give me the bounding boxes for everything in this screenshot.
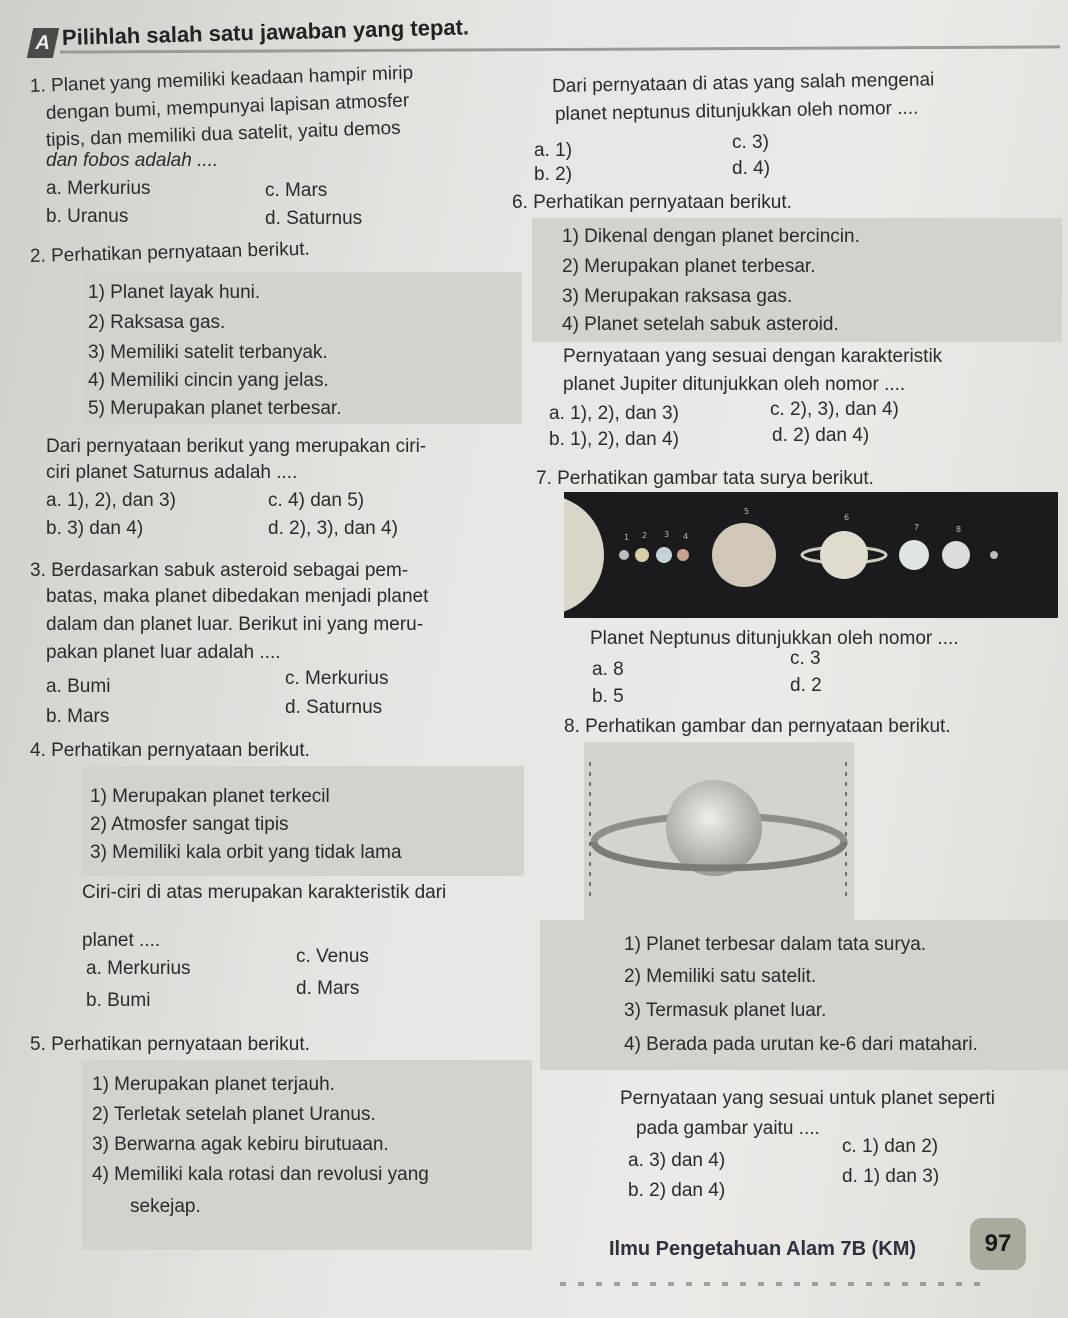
svg-text:2: 2 [642,531,648,540]
q6-intro: 6. Perhatikan pernyataan berikut. [512,192,792,213]
q6-option-b[interactable]: b. 1), 2), dan 4) [549,429,679,450]
q1-option-d[interactable]: d. Saturnus [265,208,363,229]
q6-option-c[interactable]: c. 2), 3), dan 4) [770,399,899,420]
q1-line-3: tipis, dan memiliki dua satelit, yaitu demos [45,117,401,151]
q4-intro: 4. Perhatikan pernyataan berikut. [30,740,310,761]
q2-question-1: Dari pernyataan berikut yang merupakan ciri- [46,436,427,457]
q8-option-d[interactable]: d. 1) dan 3) [842,1166,940,1187]
q3-line-3: dalam dan planet luar. Berikut ini yang meru- [46,614,424,635]
q2-statement-5: 5) Merupakan planet terbesar. [88,398,342,419]
q6-statement-2: 2) Merupakan planet terbesar. [562,256,816,277]
q2-statement-3: 3) Memiliki satelit terbanyak. [88,342,328,363]
q1-option-a[interactable]: a. Merkurius [46,178,151,199]
q1-line-4: dan fobos adalah .... [46,150,219,171]
q3-line-1: 3. Berdasarkan sabuk asteroid sebagai pem- [30,560,409,581]
q5-statement-2: 2) Terletak setelah planet Uranus. [92,1104,376,1125]
page-number: 97 [970,1218,1026,1270]
footer-decoration [560,1282,990,1286]
q3-option-d[interactable]: d. Saturnus [285,697,383,718]
q5-intro: 5. Perhatikan pernyataan berikut. [30,1034,310,1055]
svg-text:6: 6 [844,513,850,522]
q3-option-b[interactable]: b. Mars [46,706,110,727]
saturn-image [584,742,854,920]
svg-text:1: 1 [624,533,630,542]
svg-text:4: 4 [683,532,689,541]
q5-option-b[interactable]: b. 2) [534,164,573,185]
q7-intro: 7. Perhatikan gambar tata surya berikut. [536,468,874,489]
q8-option-b[interactable]: b. 2) dan 4) [628,1180,726,1201]
q5-question-2: planet neptunus ditunjukkan oleh nomor .... [554,97,919,125]
q5-option-c[interactable]: c. 3) [732,132,769,153]
q8-intro: 8. Perhatikan gambar dan pernyataan berikut. [564,716,951,737]
q6-option-d[interactable]: d. 2) dan 4) [772,425,870,446]
q8-statement-4: 4) Berada pada urutan ke-6 dari matahari. [624,1034,978,1055]
q3-line-2: batas, maka planet dibedakan menjadi planet [46,586,429,607]
q2-statement-4: 4) Memiliki cincin yang jelas. [88,370,329,391]
q2-option-a[interactable]: a. 1), 2), dan 3) [46,490,176,511]
solar-system-image [564,492,1058,618]
q4-option-c[interactable]: c. Venus [296,946,369,967]
q3-option-a[interactable]: a. Bumi [46,676,111,697]
svg-text:7: 7 [914,523,920,532]
pluto-icon [990,551,998,559]
q5-statement-4-cont: sekejap. [130,1196,201,1217]
q7-option-b[interactable]: b. 5 [592,686,624,707]
q8-option-c[interactable]: c. 1) dan 2) [842,1136,939,1157]
q7-question: Planet Neptunus ditunjukkan oleh nomor .... [590,628,959,649]
q6-option-a[interactable]: a. 1), 2), dan 3) [549,403,679,424]
q2-question-2: ciri planet Saturnus adalah .... [46,462,298,483]
q3-option-c[interactable]: c. Merkurius [285,668,389,689]
jupiter-icon [712,523,776,587]
q2-option-b[interactable]: b. 3) dan 4) [46,518,144,539]
q4-statement-3: 3) Memiliki kala orbit yang tidak lama [90,842,402,863]
q7-option-d[interactable]: d. 2 [790,675,822,696]
q6-statement-1: 1) Dikenal dengan planet bercincin. [562,226,860,247]
q1-option-b[interactable]: b. Uranus [46,206,129,227]
q8-question-2: pada gambar yaitu .... [636,1118,820,1139]
q5-statement-1: 1) Merupakan planet terjauh. [92,1074,335,1095]
q4-option-d[interactable]: d. Mars [296,978,360,999]
q4-option-b[interactable]: b. Bumi [86,990,151,1011]
q6-statement-4: 4) Planet setelah sabuk asteroid. [562,314,839,335]
q7-option-c[interactable]: c. 3 [790,648,821,669]
q4-statement-2: 2) Atmosfer sangat tipis [90,814,289,835]
saturn-icon [820,531,868,579]
q4-question-2: planet .... [82,930,161,951]
earth-icon [656,547,672,563]
uranus-icon [899,540,929,570]
svg-text:5: 5 [744,507,750,516]
q7-option-a[interactable]: a. 8 [592,659,624,680]
neptune-icon [942,541,970,569]
q1-line-1: 1. Planet yang memiliki keadaan hampir mirip [29,62,414,97]
q8-statement-3: 3) Termasuk planet luar. [624,1000,827,1021]
q5-option-d[interactable]: d. 4) [732,158,771,179]
q3-line-4: pakan planet luar adalah .... [46,642,281,663]
q2-intro: 2. Perhatikan pernyataan berikut. [29,238,311,267]
q2-option-c[interactable]: c. 4) dan 5) [268,490,365,511]
q4-question-1: Ciri-ciri di atas merupakan karakteristik dari [82,882,447,903]
q6-question-1: Pernyataan yang sesuai dengan karakteristik [563,346,943,367]
q8-question-1: Pernyataan yang sesuai untuk planet seperti [620,1088,995,1109]
svg-text:8: 8 [956,525,962,534]
q4-option-a[interactable]: a. Merkurius [86,958,191,979]
venus-icon [635,548,649,562]
q5-question-1: Dari pernyataan di atas yang salah mengenai [551,69,935,97]
mercury-icon [619,550,629,560]
q4-statement-1: 1) Merupakan planet terkecil [90,786,330,807]
q8-statement-2: 2) Memiliki satu satelit. [624,966,817,987]
q2-option-d[interactable]: d. 2), 3), dan 4) [268,518,398,539]
section-badge: A [27,28,59,58]
q1-option-c[interactable]: c. Mars [265,180,328,201]
q2-statement-2: 2) Raksasa gas. [88,312,226,333]
section-title: Pilihlah salah satu jawaban yang tepat. [61,14,470,50]
q2-statement-1: 1) Planet layak huni. [88,282,261,303]
mars-icon [677,549,689,561]
svg-text:3: 3 [664,530,670,539]
q5-statement-4: 4) Memiliki kala rotasi dan revolusi yang [92,1164,429,1185]
q1-line-2: dengan bumi, mempunyai lapisan atmosfer [45,90,410,124]
q8-statement-1: 1) Planet terbesar dalam tata surya. [624,934,927,955]
q8-option-a[interactable]: a. 3) dan 4) [628,1150,726,1171]
q5-statement-3: 3) Berwarna agak kebiru birutuaan. [92,1134,389,1155]
book-title: Ilmu Pengetahuan Alam 7B (KM) [609,1238,917,1260]
saturn-planet-icon [666,780,762,876]
q5-option-a[interactable]: a. 1) [534,140,573,161]
q6-statement-3: 3) Merupakan raksasa gas. [562,286,793,307]
q6-question-2: planet Jupiter ditunjukkan oleh nomor .... [563,374,906,395]
